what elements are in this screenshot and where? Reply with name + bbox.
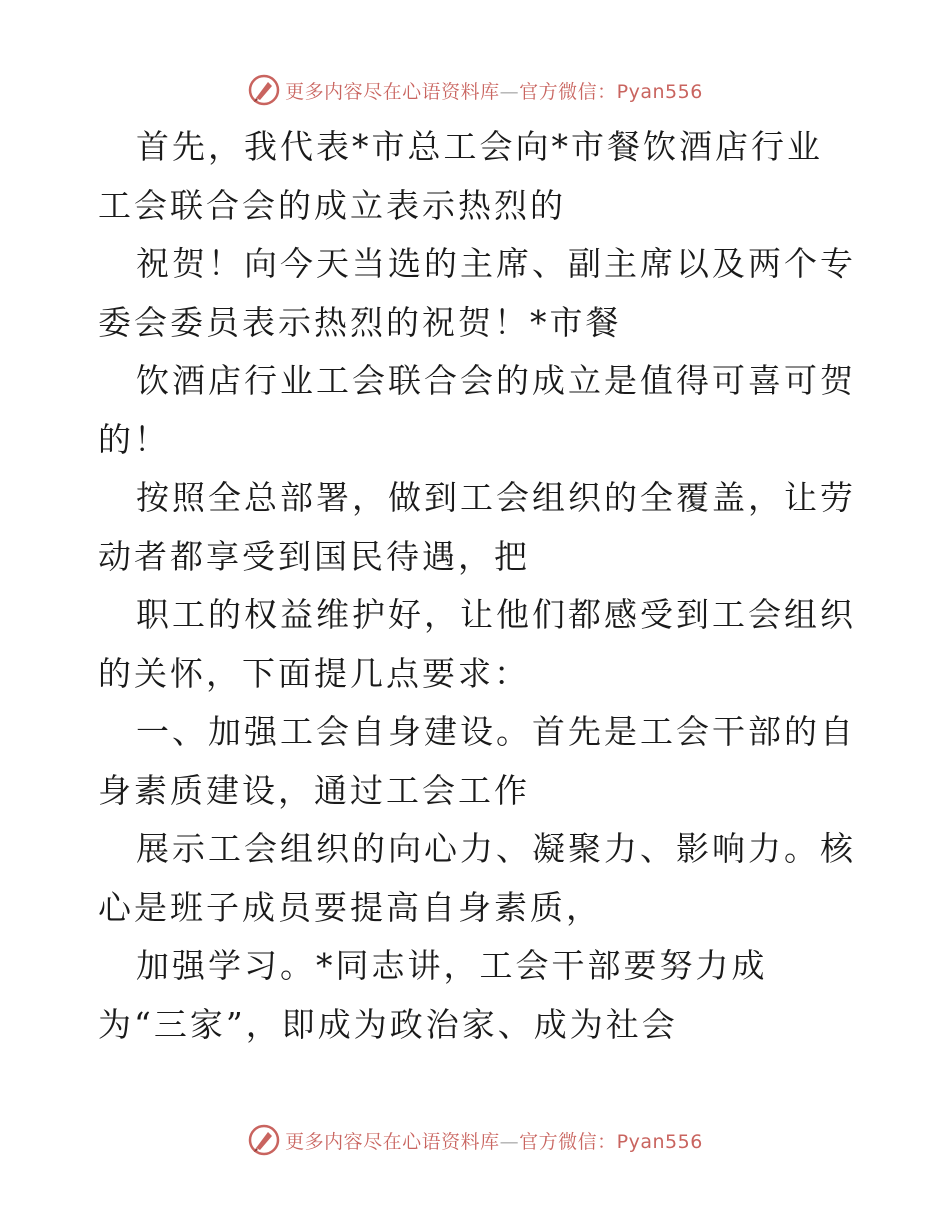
paragraph: 一、加强工会自身建设。首先是工会干部的自身素质建设，通过工会工作 [98,712,856,810]
paragraph: 加强学习。*同志讲，工会干部要努力成为“三家”，即成为政治家、成为社会 [98,946,768,1044]
header-slogan-text: 更多内容尽在心语资料库 [285,80,500,103]
paragraph: 饮酒店行业工会联合会的成立是值得可喜可贺的！ [98,361,856,459]
header-watermark [0,70,950,110]
header-separator: — [499,80,520,103]
footer-wechat: 官方微信：Pyan556 [519,1130,703,1153]
header-wechat: 官方微信：Pyan556 [519,80,703,103]
document-body [98,118,858,1054]
paragraph: 展示工会组织的向心力、凝聚力、影响力。核心是班子成员要提高自身素质， [98,829,856,927]
footer-separator: — [499,1130,520,1153]
pen-logo-icon [247,1123,281,1157]
paragraph: 职工的权益维护好，让他们都感受到工会组织的关怀，下面提几点要求： [98,595,856,693]
footer-slogan [285,1127,703,1154]
pen-logo-icon [247,73,281,107]
footer-watermark [0,1120,950,1160]
header-slogan [285,77,703,104]
paragraph: 祝贺！向今天当选的主席、副主席以及两个专委会委员表示热烈的祝贺！*市餐 [98,244,856,342]
footer-slogan-text: 更多内容尽在心语资料库 [285,1130,500,1153]
paragraph: 首先，我代表*市总工会向*市餐饮酒店行业工会联合会的成立表示热烈的 [98,127,823,225]
paragraph: 按照全总部署，做到工会组织的全覆盖，让劳动者都享受到国民待遇，把 [98,478,856,576]
